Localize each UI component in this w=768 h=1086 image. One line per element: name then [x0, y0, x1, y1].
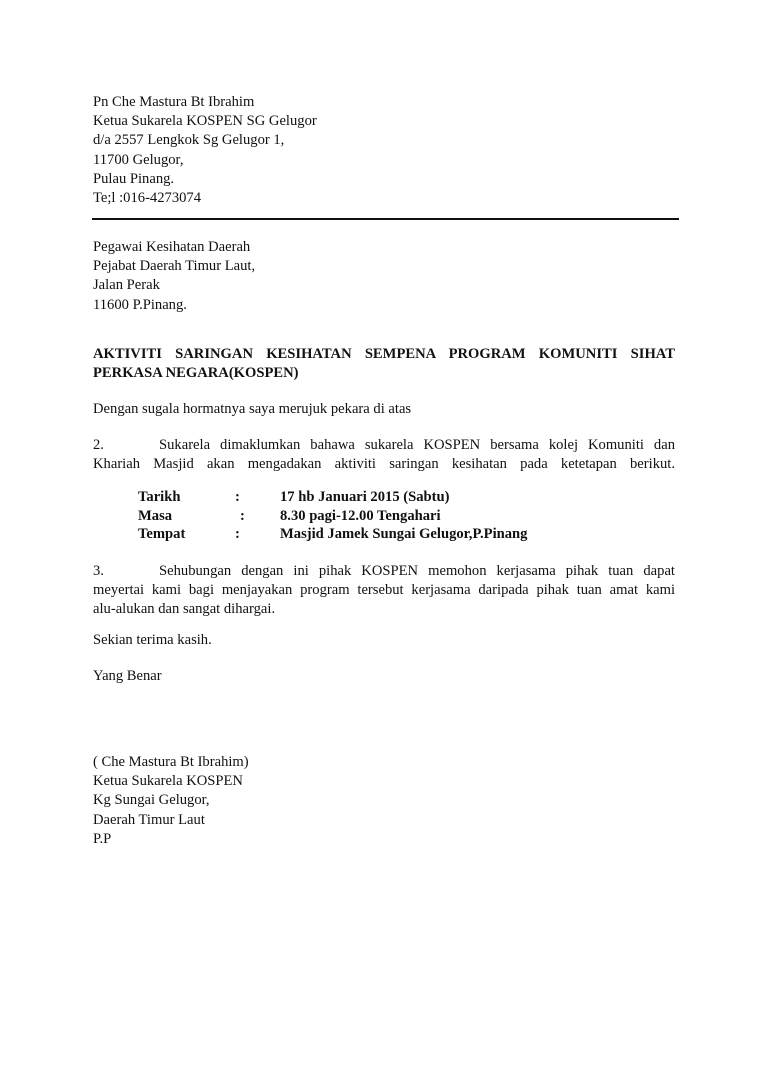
paragraph-3 — [93, 562, 675, 620]
closing-thanks: Sekian terima kasih. — [93, 632, 212, 648]
recipient-line: 11600 P.Pinang. — [93, 296, 187, 313]
paragraph-text: Sehubungan dengan ini pihak KOSPEN memohon kerjasama pihak tuan dapat — [159, 563, 675, 579]
subject-line: PERKASA NEGARA(KOSPEN) — [93, 365, 299, 381]
signature-line: Ketua Sukarela KOSPEN — [93, 773, 243, 790]
sender-line: 11700 Gelugor, — [93, 151, 184, 168]
closing-sign-off: Yang Benar — [93, 668, 162, 684]
sender-line: Te;l :016-4273074 — [93, 190, 202, 207]
recipient-line: Pegawai Kesihatan Daerah — [93, 239, 251, 255]
paragraph-text: Sukarela dimaklumkan bahawa sukarela KOSPEN bersama kolej Komuniti dan — [159, 437, 675, 453]
paragraph-2-line-1 — [93, 436, 675, 455]
sender-line: Ketua Sukarela KOSPEN SG Gelugor — [93, 113, 317, 130]
letter-subject — [93, 345, 675, 383]
detail-value: Masjid Jamek Sungai Gelugor,P.Pinang — [280, 526, 528, 542]
detail-colon: : — [235, 526, 240, 542]
recipient-line: Pejabat Daerah Timur Laut, — [93, 258, 256, 275]
paragraph-2-line-2: Khariah Masjid akan mengadakan aktiviti saringan kesihatan pada ketetapan berikut. — [93, 456, 675, 473]
sender-address — [93, 93, 317, 208]
detail-value: 17 hb Januari 2015 (Sabtu) — [280, 489, 450, 505]
sender-line: d/a 2557 Lengkok Sg Gelugor 1, — [93, 132, 285, 149]
subject-line: AKTIVITI SARINGAN KESIHATAN SEMPENA PROGRAM KOMUNITI SIHAT — [93, 346, 675, 362]
paragraph-number: 3. — [93, 563, 104, 579]
sender-line: Pulau Pinang. — [93, 170, 175, 187]
recipient-line: Jalan Perak — [93, 277, 160, 294]
signature-line: Daerah Timur Laut — [93, 811, 205, 828]
paragraph-number: 2. — [93, 437, 104, 453]
detail-value: 8.30 pagi-12.00 Tengahari — [280, 507, 441, 524]
paragraph-3-line-1 — [93, 562, 675, 581]
detail-label: Tarikh — [138, 489, 181, 505]
sender-line: Pn Che Mastura Bt Ibrahim — [93, 94, 255, 110]
paragraph-3-line-2: meyertai kami bagi menjayakan program tersebut kerjasama daripada pihak tuan amat kami — [93, 582, 675, 599]
detail-colon: : — [235, 489, 240, 505]
detail-colon: : — [240, 507, 245, 524]
recipient-address — [93, 238, 255, 315]
paragraph-3-line-3: alu-alukan dan sangat dihargai. — [93, 601, 276, 618]
detail-label: Tempat — [138, 526, 186, 542]
paragraph-2 — [93, 436, 675, 474]
signature-block — [93, 753, 249, 849]
header-divider — [92, 218, 679, 220]
signature-line: ( Che Mastura Bt Ibrahim) — [93, 754, 249, 770]
greeting: Dengan sugala hormatnya saya merujuk pekara di atas — [93, 401, 412, 417]
signature-line: P.P — [93, 830, 112, 847]
signature-line: Kg Sungai Gelugor, — [93, 792, 210, 809]
detail-label: Masa — [138, 507, 173, 524]
